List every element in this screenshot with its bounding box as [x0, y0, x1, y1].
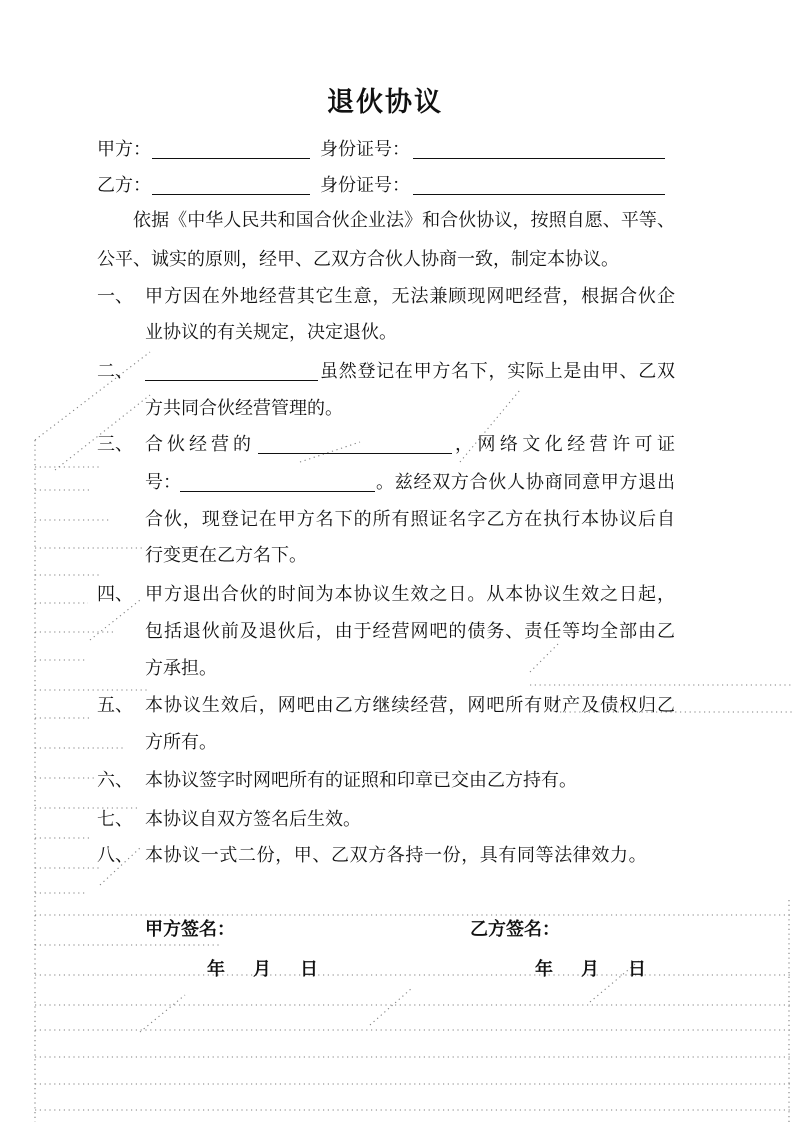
clause-line: 业协议的有关规定，决定退伙。 — [145, 322, 397, 343]
clause-number: 八、 — [97, 845, 133, 866]
preamble-line: 依据《中华人民共和国合伙企业法》和合伙协议，按照自愿、平等、 — [133, 210, 675, 231]
party-a-id-label: 身份证号： — [320, 139, 410, 160]
party-b-signature-label: 乙方签名： — [470, 919, 560, 940]
party-b-name-blank — [152, 194, 310, 195]
clause-line: 方所有。 — [145, 732, 217, 753]
clause-number: 六、 — [97, 770, 133, 791]
party-b-date-day: 日 — [628, 959, 646, 980]
party-a-name-blank — [152, 158, 310, 159]
party-a-label: 甲方： — [97, 139, 151, 160]
clause-line: 方共同合伙经营管理的。 — [145, 398, 343, 419]
clause-line-segment: 合伙经营的 — [145, 434, 251, 455]
clause-line: 本协议生效后，网吧由乙方继续经营，网吧所有财产及债权归乙 — [145, 695, 675, 716]
party-b-id-label: 身份证号： — [320, 175, 410, 196]
clause-line-segment: ，网络文化经营许可证 — [455, 434, 675, 455]
clause-number: 二、 — [97, 361, 133, 382]
clause-line-segment: 号： — [145, 472, 181, 493]
clause-number: 一、 — [97, 286, 133, 307]
clause-line: 行变更在乙方名下。 — [145, 545, 307, 566]
clause-line: 包括退伙前及退伙后，由于经营网吧的债务、责任等均全部由乙 — [145, 621, 675, 642]
clause-number: 七、 — [97, 809, 133, 830]
clause-line: 方承担。 — [145, 658, 217, 679]
clause-number: 四、 — [97, 584, 133, 605]
party-a-date-day: 日 — [300, 959, 318, 980]
party-a-signature-label: 甲方签名： — [145, 919, 235, 940]
party-b-date-year: 年 — [535, 959, 553, 980]
party-b-date-month: 月 — [581, 959, 599, 980]
document-title: 退伙协议 — [327, 87, 443, 118]
clause-number: 三、 — [97, 434, 133, 455]
venue-name-blank — [145, 380, 318, 381]
clause-line: 合伙，现登记在甲方名下的所有照证名字乙方在执行本协议后自 — [145, 509, 675, 530]
clause-line: 甲方退出合伙的时间为本协议生效之日。从本协议生效之日起， — [145, 584, 675, 605]
clause-line: 本协议自双方签名后生效。 — [145, 809, 361, 830]
license-number-blank — [180, 491, 375, 492]
clause-line: 甲方因在外地经营其它生意，无法兼顾现网吧经营，根据合伙企 — [145, 286, 675, 307]
clause-line: 虽然登记在甲方名下，实际上是由甲、乙双 — [320, 361, 675, 382]
clause-line: 本协议一式二份，甲、乙双方各持一份，具有同等法律效力。 — [145, 845, 648, 866]
party-a-id-blank — [413, 158, 665, 159]
preamble-line: 公平、诚实的原则，经甲、乙双方合伙人协商一致，制定本协议。 — [97, 249, 619, 270]
clause-line: 本协议签字时网吧所有的证照和印章已交由乙方持有。 — [145, 770, 577, 791]
party-b-id-blank — [413, 194, 665, 195]
party-a-date-month: 月 — [253, 959, 271, 980]
clause-line-segment: 。兹经双方合伙人协商同意甲方退出 — [376, 472, 675, 493]
clause-number: 五、 — [97, 695, 133, 716]
party-b-label: 乙方： — [97, 175, 151, 196]
party-a-date-year: 年 — [207, 959, 225, 980]
business-name-blank — [258, 453, 452, 454]
